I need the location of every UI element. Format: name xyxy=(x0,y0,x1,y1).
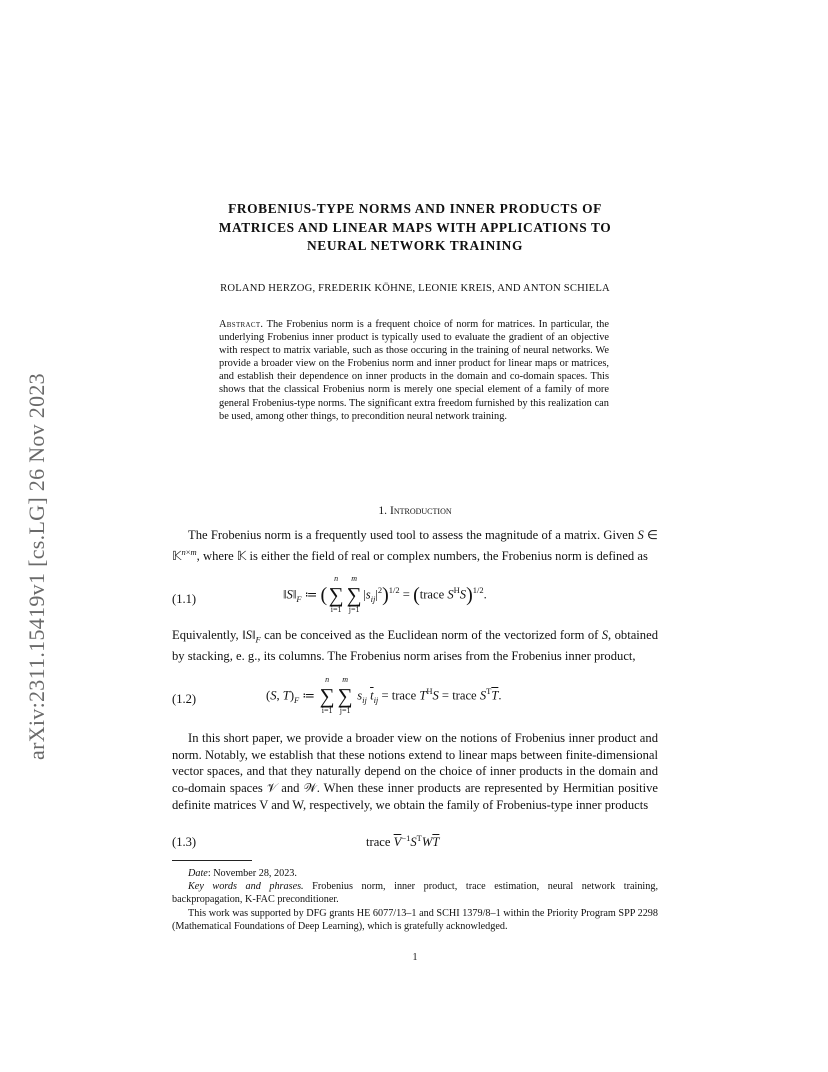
equation-label: (1.1) xyxy=(172,592,197,606)
footnotes xyxy=(172,867,658,933)
paragraph-text: , where xyxy=(196,548,237,563)
sum-symbol: n ∑ i=1 xyxy=(328,574,344,614)
intro-paragraph-1: The Frobenius norm is a frequently used tool to assess the magnitude of a matrix. Given S ∈ 𝕂$^{n\times m}$, where 𝕂 is either the field of real or complex numbers, the Frobenius norm is defined as xyxy=(172,528,659,563)
equation-label: (1.3) xyxy=(172,835,197,849)
abstract-text: The Frobenius norm is a frequent choice of norm for matrices. In particular, the underlying Frobenius inner product is typically used to evaluate the gradient of an objective with respect to matrix variable, such as those occuring in the training of neural networks. We provide a broader view on the Frobenius norm and inner product for linear maps or matrices, and establish their dependence on inner products in the domain and co-domain spaces. This shows that the classical Frobenius norm is merely one special element of a family of more general Frobenius-type norms. The significant extra freedom furnished by this realization can be used, among other things, to precondition neural network training. xyxy=(219,319,609,422)
paragraph-text: The Frobenius norm is a frequently used tool to assess the magnitude of a matrix. Given xyxy=(188,528,638,542)
paragraph-text: can be conceived as the Euclidean norm of the vectorized form of xyxy=(260,628,602,642)
sum-symbol: n ∑ i=1 xyxy=(319,675,335,715)
section-title: Introduction xyxy=(389,504,452,517)
intro-paragraph-2: Equivalently, $‖S‖_F$ can be conceived as the Euclidean norm of the vectorized form of S, obtained by stacking, e. g., its columns. The Frobenius norm arises from the Frobenius inner product, xyxy=(172,628,658,664)
footnote-date: Date: November 28, 2023. xyxy=(188,868,297,879)
paragraph-text: is either the field of real or complex numbers, the Frobenius norm is defined as xyxy=(246,548,648,563)
paper-title xyxy=(172,200,658,256)
author-list: ROLAND HERZOG, FREDERIK KÖHNE, LEONIE KREIS, AND ANTON SCHIELA xyxy=(220,283,610,294)
abstract xyxy=(219,318,609,423)
equation-frobenius-norm: $‖S‖_F$ ≔ ( n ∑ i=1 m ∑ j=1 $|s_{ij}|^2)^{1/2}$ = (trace $S^HS)^{1/2}$. xyxy=(283,574,487,614)
equation-frobenius-inner-product: (S, $T)_F$ ≔ n ∑ i=1 m ∑ j=1 $s_{ij}$ $\overline{t}_{ij}$ = trace $T^HS$ = trace $S^T\overline{T}$. xyxy=(266,675,502,715)
intro-paragraph-3: In this short paper, we provide a broader view on the notions of Frobenius inner product and norm. Notably, we establish that these notions extend to linear maps between finite-dimensional vector spaces, and that they naturally depend on the choice of inner products in the domain and co-domain spaces 𝒱 and 𝒲. When these inner products are represented by Hermitian positive definite matrices V and W, respectively, we obtain the family of Frobenius-type inner products xyxy=(172,731,658,812)
sum-symbol: m ∑ j=1 xyxy=(346,574,362,614)
footnote-funding: This work was supported by DFG grants HE 6077/13–1 and SCHI 1379/8–1 within the Priority Program SPP 2298 (Mathematical Foundations of Deep Learning), which is gratefully acknowledged. xyxy=(172,907,658,932)
title-line: FROBENIUS-TYPE NORMS AND INNER PRODUCTS OF xyxy=(228,201,602,216)
title-line: NEURAL NETWORK TRAINING xyxy=(307,238,523,253)
page-number: 1 xyxy=(412,952,418,963)
footnote-rule xyxy=(172,860,252,861)
section-heading xyxy=(172,504,658,517)
paragraph-text: , obtained by stacking, e. g., its columns. The Frobenius norm arises from the Frobenius inner product, xyxy=(172,628,658,664)
equation-frobenius-type-inner-product: trace $\overline{V}^{-1}S^TW\overline{T}$ xyxy=(366,833,440,850)
title-line: MATRICES AND LINEAR MAPS WITH APPLICATIONS TO xyxy=(218,219,612,235)
sum-symbol: m ∑ j=1 xyxy=(337,675,353,715)
equation-label: (1.2) xyxy=(172,692,197,706)
footnote-keywords: Key words and phrases. Frobenius norm, inner product, trace estimation, neural network training, backpropagation, K-FAC preconditioner. xyxy=(172,881,658,906)
section-number: 1. xyxy=(378,504,388,517)
paragraph-text: Equivalently, xyxy=(172,628,243,642)
arxiv-identifier-stamp: arXiv:2311.15419v1 [cs.LG] 26 Nov 2023 xyxy=(24,373,49,760)
abstract-label: Abstract. xyxy=(219,319,264,330)
